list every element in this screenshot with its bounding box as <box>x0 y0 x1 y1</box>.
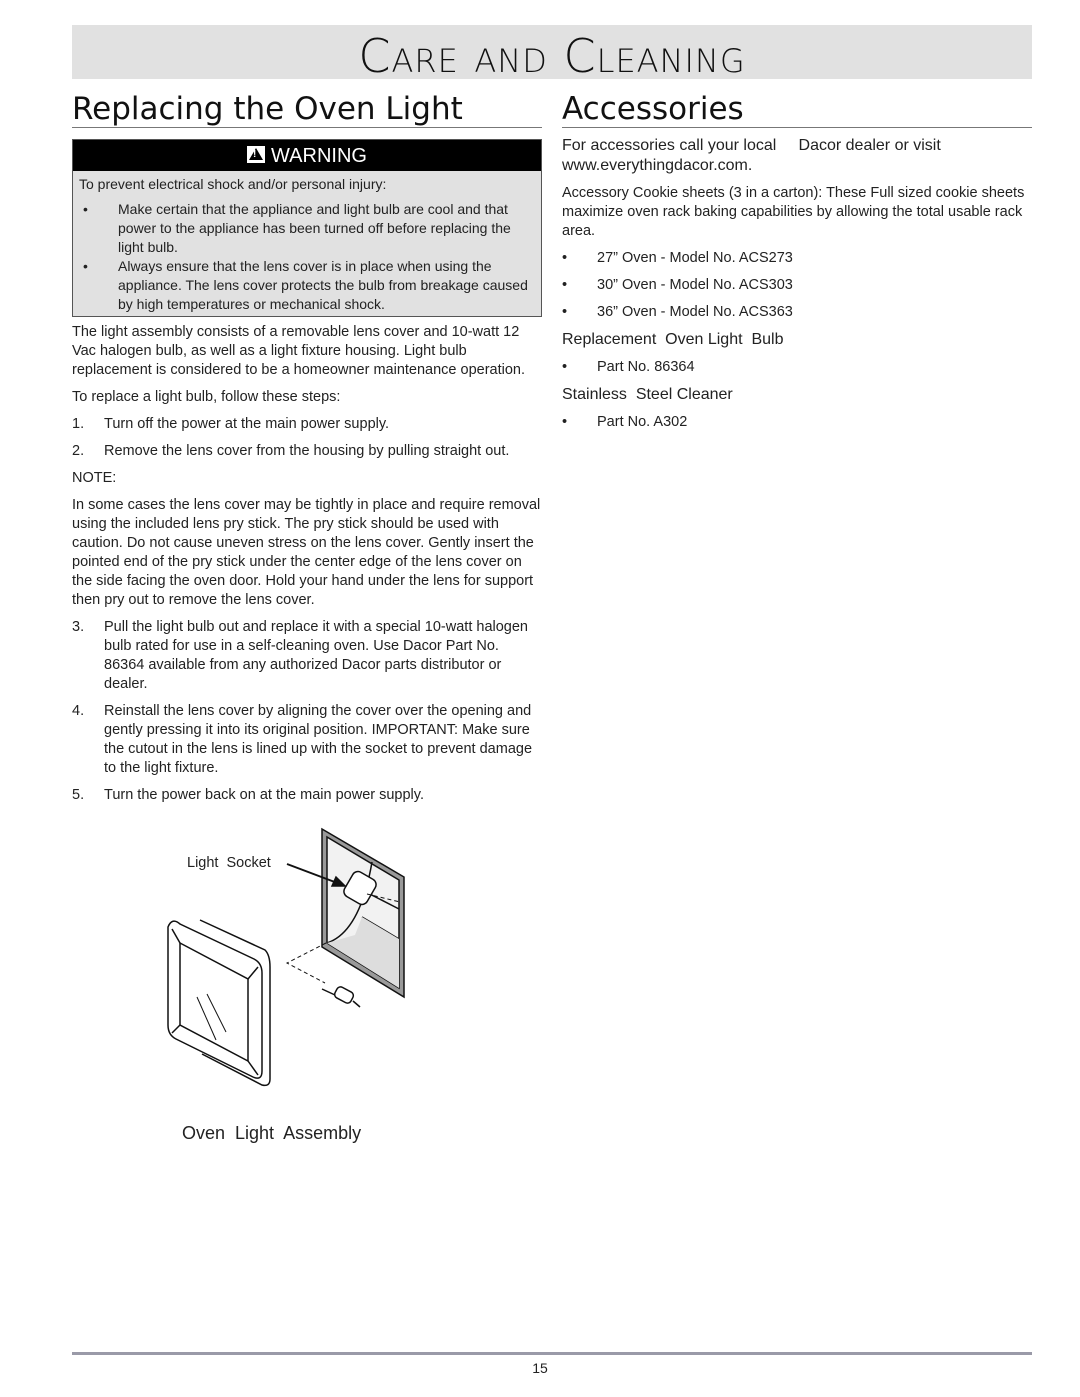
warning-label: WARNING <box>271 145 367 167</box>
warning-box <box>72 139 542 317</box>
lens-cover <box>168 920 270 1085</box>
list-item: • 27” Oven - Model No. ACS273 <box>562 250 793 266</box>
steps-intro: To replace a light bulb, follow these steps: <box>72 389 341 405</box>
step-text: Pull the light bulb out and replace it with a special 10-watt halogen bulb rated for use in a self-cleaning oven. Use Dacor Part No. 86364 available from any authorized Dacor parts distributor or dealer. <box>104 619 528 692</box>
footer-divider <box>72 1352 1032 1355</box>
list-item-text: 27” Oven - Model No. ACS273 <box>597 250 793 266</box>
step-item <box>72 415 542 434</box>
step-text: Turn off the power at the main power supply. <box>104 416 390 432</box>
section-heading-oven-light: Replacing the Oven Light <box>72 91 542 128</box>
step-item <box>72 702 542 778</box>
step-item <box>72 618 542 694</box>
warning-intro: To prevent electrical shock and/or personal injury: <box>79 176 387 192</box>
light-housing <box>322 829 404 997</box>
figure <box>72 817 542 1147</box>
warning-bullet: • Make certain that the appliance and light bulb are cool and that power to the appliance has been turned off before replacing the light bulb. <box>83 201 511 255</box>
step-text: Remove the lens cover from the housing by pulling straight out. <box>104 443 510 459</box>
list-item-text: Part No. A302 <box>597 414 688 430</box>
warning-bullet: • Always ensure that the lens cover is in place when using the appliance. The lens cover protects the bulb from breakage caused by high temperatures or mechanical shock. <box>83 258 528 312</box>
note-paragraph: In some cases the lens cover may be tightly in place and require removal using the included lens pry stick. The pry stick should be used with caution. Do not cause uneven stress on the lens cover. Gently insert the pointed end of the pry stick under the center edge of the lens cover on the side facing the oven door. Hold your hand under the lens for support then pry out to remove the lens cover. <box>72 497 541 608</box>
step-item <box>72 786 542 805</box>
page-title: Care and Cleaning <box>358 29 746 83</box>
warning-header <box>73 140 541 171</box>
cookie-sheet-description: Accessory Cookie sheets (3 in a carton): These Full sized cookie sheets maximize oven rack baking capabilities by allowing the total usable rack area. <box>562 185 1025 239</box>
list-item: • Part No. A302 <box>562 414 688 430</box>
warning-bullet-text: Always ensure that the lens cover is in place when using the appliance. The lens cover protects the bulb from breakage caused by high temperatures or mechanical shock. <box>118 258 528 312</box>
step-number: 1. <box>72 416 85 432</box>
bulb-heading: Replacement Oven Light Bulb <box>562 331 784 348</box>
light-socket-callout: Light Socket <box>187 855 271 871</box>
warning-bullet-text: Make certain that the appliance and light bulb are cool and that power to the appliance has been turned off before replacing the light bulb. <box>118 201 511 255</box>
left-column <box>72 91 542 1147</box>
section-heading-accessories: Accessories <box>562 91 1032 128</box>
step-number: 2. <box>72 443 85 459</box>
warning-triangle-icon <box>247 146 265 163</box>
figure-caption: Oven Light Assembly <box>182 1123 362 1143</box>
step-number: 5. <box>72 787 85 803</box>
step-text: Reinstall the lens cover by aligning the cover over the opening and gently pressing it into its original position. IMPORTANT: Make sure the cutout in the lens is lined up with the socket to prevent damage to the light fixture. <box>104 703 533 776</box>
list-item: • 36” Oven - Model No. ACS363 <box>562 304 793 320</box>
intro-paragraph: The light assembly consists of a removable lens cover and 10-watt 12 Vac halogen bulb, as well as a light fixture housing. Light bulb replacement is considered to be a homeowner maintenance operation. <box>72 324 525 378</box>
list-item: • 30” Oven - Model No. ACS303 <box>562 277 793 293</box>
note-label: NOTE: <box>72 470 117 486</box>
list-item-text: 30” Oven - Model No. ACS303 <box>597 277 793 293</box>
accessories-intro: For accessories call your local Dacor dealer or visit www.everythingdacor.com. <box>562 137 946 174</box>
list-item: • Part No. 86364 <box>562 359 695 375</box>
halogen-bulb <box>322 985 360 1007</box>
step-number: 3. <box>72 619 85 635</box>
list-item-text: 36” Oven - Model No. ACS363 <box>597 304 793 320</box>
step-item <box>72 442 542 461</box>
step-number: 4. <box>72 703 85 719</box>
step-text: Turn the power back on at the main power supply. <box>104 787 424 803</box>
page-number: 15 <box>532 1360 548 1376</box>
cleaner-heading: Stainless Steel Cleaner <box>562 386 733 403</box>
list-item-text: Part No. 86364 <box>597 359 695 375</box>
right-column <box>562 91 1032 432</box>
